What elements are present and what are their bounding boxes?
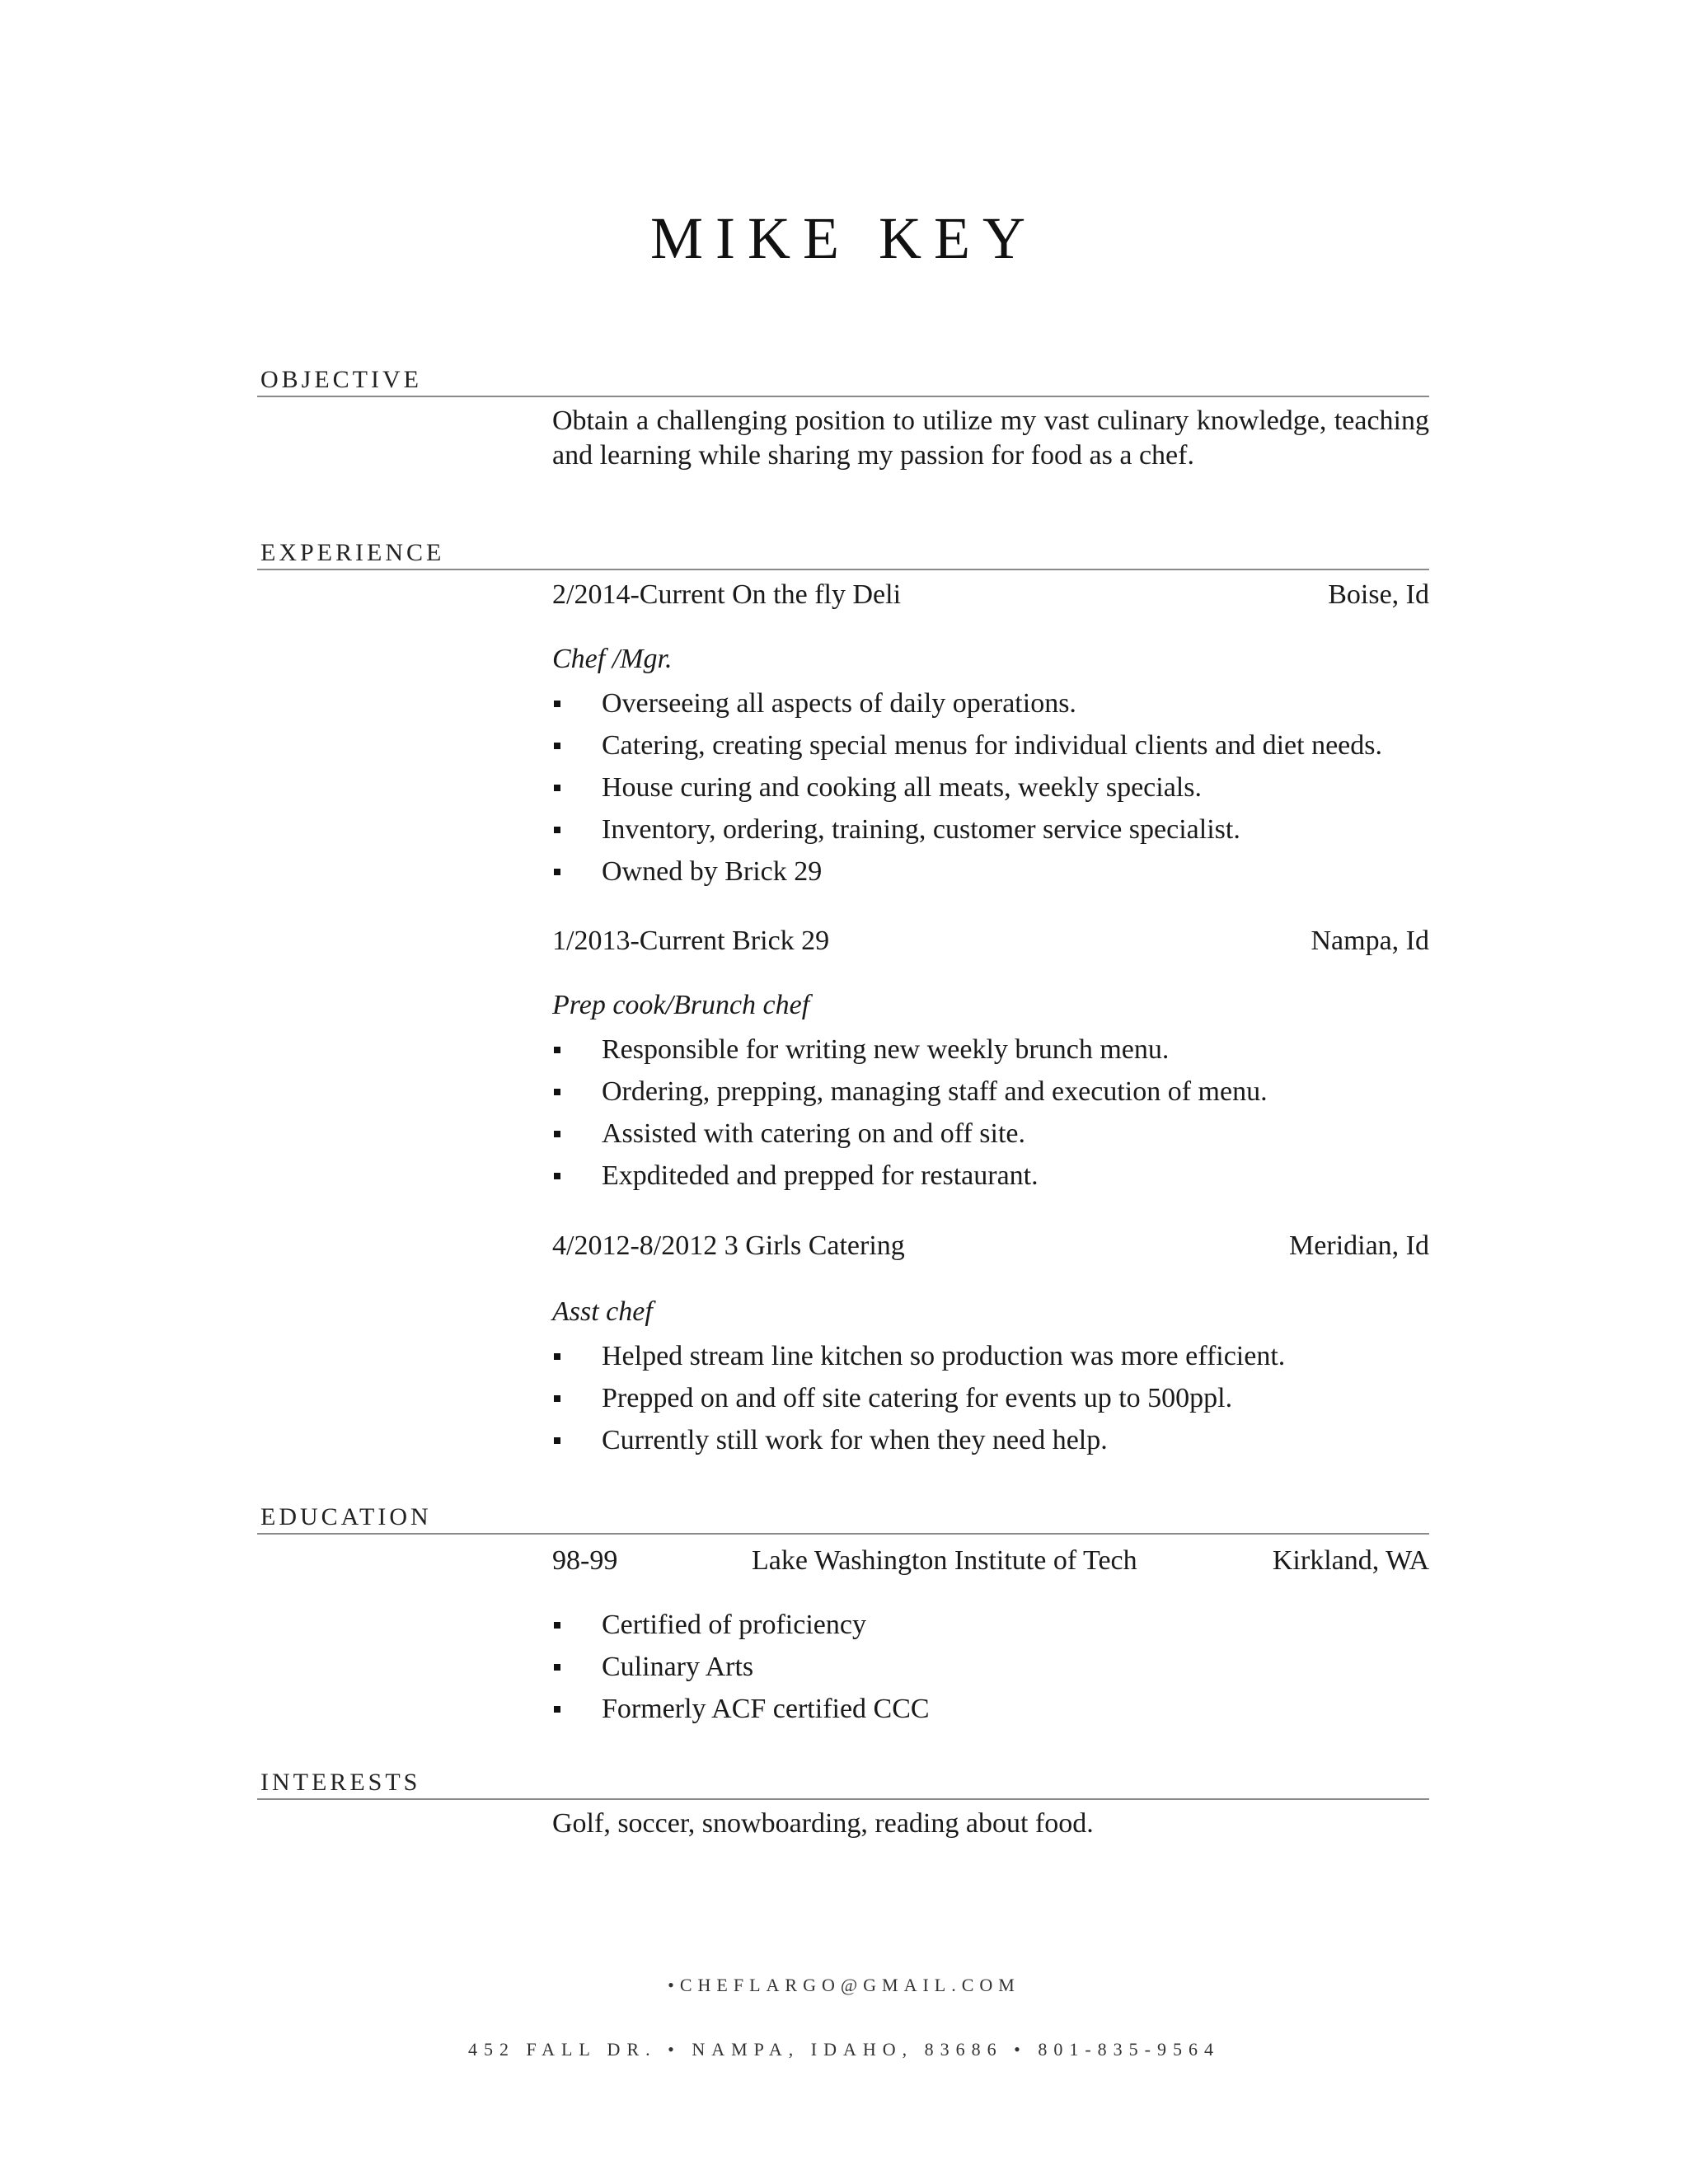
- job-bullet-list: [552, 1029, 1429, 1197]
- job-header: [552, 1228, 1429, 1264]
- job-title-line: 2/2014-Current On the fly Deli: [552, 579, 902, 610]
- education-header: [552, 1543, 1429, 1579]
- footer-address: 452 FALL DR. • NAMPA, IDAHO, 83686 • 801-835-9564: [468, 2039, 1220, 2060]
- bullet-square-icon: [554, 1664, 560, 1671]
- bullet-square-icon: [554, 1353, 560, 1360]
- bullet-square-icon: [554, 1089, 560, 1095]
- list-item: Helped stream line kitchen so production was more efficient.: [552, 1335, 1429, 1377]
- bullet-square-icon: [554, 827, 560, 833]
- job-title-line: 4/2012-8/2012 3 Girls Catering: [552, 1230, 905, 1261]
- bullet-square-icon: [554, 743, 560, 749]
- education-years: 98-99: [552, 1545, 618, 1576]
- list-item: Formerly ACF certified CCC: [552, 1688, 1429, 1730]
- job-location: Nampa, Id: [1311, 926, 1429, 956]
- experience-section-header: [257, 537, 1429, 570]
- interests-heading: INTERESTS: [260, 1769, 421, 1796]
- bullet-square-icon: [554, 869, 560, 875]
- interests-section-header: [257, 1767, 1429, 1800]
- list-item: Certified of proficiency: [552, 1604, 1429, 1646]
- education-location: Kirkland, WA: [1272, 1545, 1429, 1576]
- job-role: Prep cook/Brunch chef: [552, 990, 810, 1020]
- list-item: Currently still work for when they need help.: [552, 1419, 1429, 1461]
- bullet-square-icon: [554, 1395, 560, 1402]
- bullet-square-icon: [554, 785, 560, 791]
- list-item: House curing and cooking all meats, weekly specials.: [552, 766, 1429, 808]
- job-location: Boise, Id: [1328, 579, 1429, 610]
- job-header: [552, 577, 1429, 613]
- job-role: Asst chef: [552, 1296, 653, 1327]
- objective-section-header: [257, 364, 1429, 397]
- job-header: [552, 923, 1429, 959]
- job-bullet-list: [552, 1335, 1429, 1461]
- interests-text: Golf, soccer, snowboarding, reading about food.: [552, 1808, 1094, 1839]
- job-location: Meridian, Id: [1289, 1230, 1429, 1261]
- list-item: Owned by Brick 29: [552, 851, 1429, 893]
- education-school: Lake Washington Institute of Tech: [752, 1545, 1137, 1576]
- bullet-square-icon: [554, 1437, 560, 1444]
- experience-heading: EXPERIENCE: [260, 539, 445, 566]
- list-item: Inventory, ordering, training, customer service specialist.: [552, 808, 1429, 851]
- list-item: Responsible for writing new weekly brunch menu.: [552, 1029, 1429, 1071]
- bullet-square-icon: [554, 701, 560, 707]
- list-item: Expditeded and prepped for restaurant.: [552, 1155, 1429, 1197]
- list-item: Overseeing all aspects of daily operations.: [552, 682, 1429, 724]
- education-section-header: [257, 1502, 1429, 1535]
- footer-email: •CHEFLARGO@GMAIL.COM: [668, 1975, 1020, 1995]
- job-role: Chef /Mgr.: [552, 644, 673, 674]
- bullet-square-icon: [554, 1173, 560, 1179]
- resume-name: MIKE KEY: [650, 205, 1038, 271]
- objective-heading: OBJECTIVE: [260, 366, 422, 393]
- list-item: Culinary Arts: [552, 1646, 1429, 1688]
- bullet-square-icon: [554, 1622, 560, 1629]
- list-item: Assisted with catering on and off site.: [552, 1113, 1429, 1155]
- objective-text: Obtain a challenging position to utilize my vast culinary knowledge, teaching and learning while sharing my passion for food as a chef.: [552, 405, 1429, 471]
- bullet-square-icon: [554, 1706, 560, 1713]
- bullet-square-icon: [554, 1047, 560, 1053]
- job-bullet-list: [552, 682, 1429, 893]
- list-item: Prepped on and off site catering for events up to 500ppl.: [552, 1377, 1429, 1419]
- education-heading: EDUCATION: [260, 1503, 432, 1530]
- bullet-square-icon: [554, 1131, 560, 1137]
- education-bullet-list: [552, 1604, 1429, 1730]
- list-item: Catering, creating special menus for individual clients and diet needs.: [552, 724, 1429, 766]
- job-title-line: 1/2013-Current Brick 29: [552, 926, 830, 956]
- list-item: Ordering, prepping, managing staff and execution of menu.: [552, 1071, 1429, 1113]
